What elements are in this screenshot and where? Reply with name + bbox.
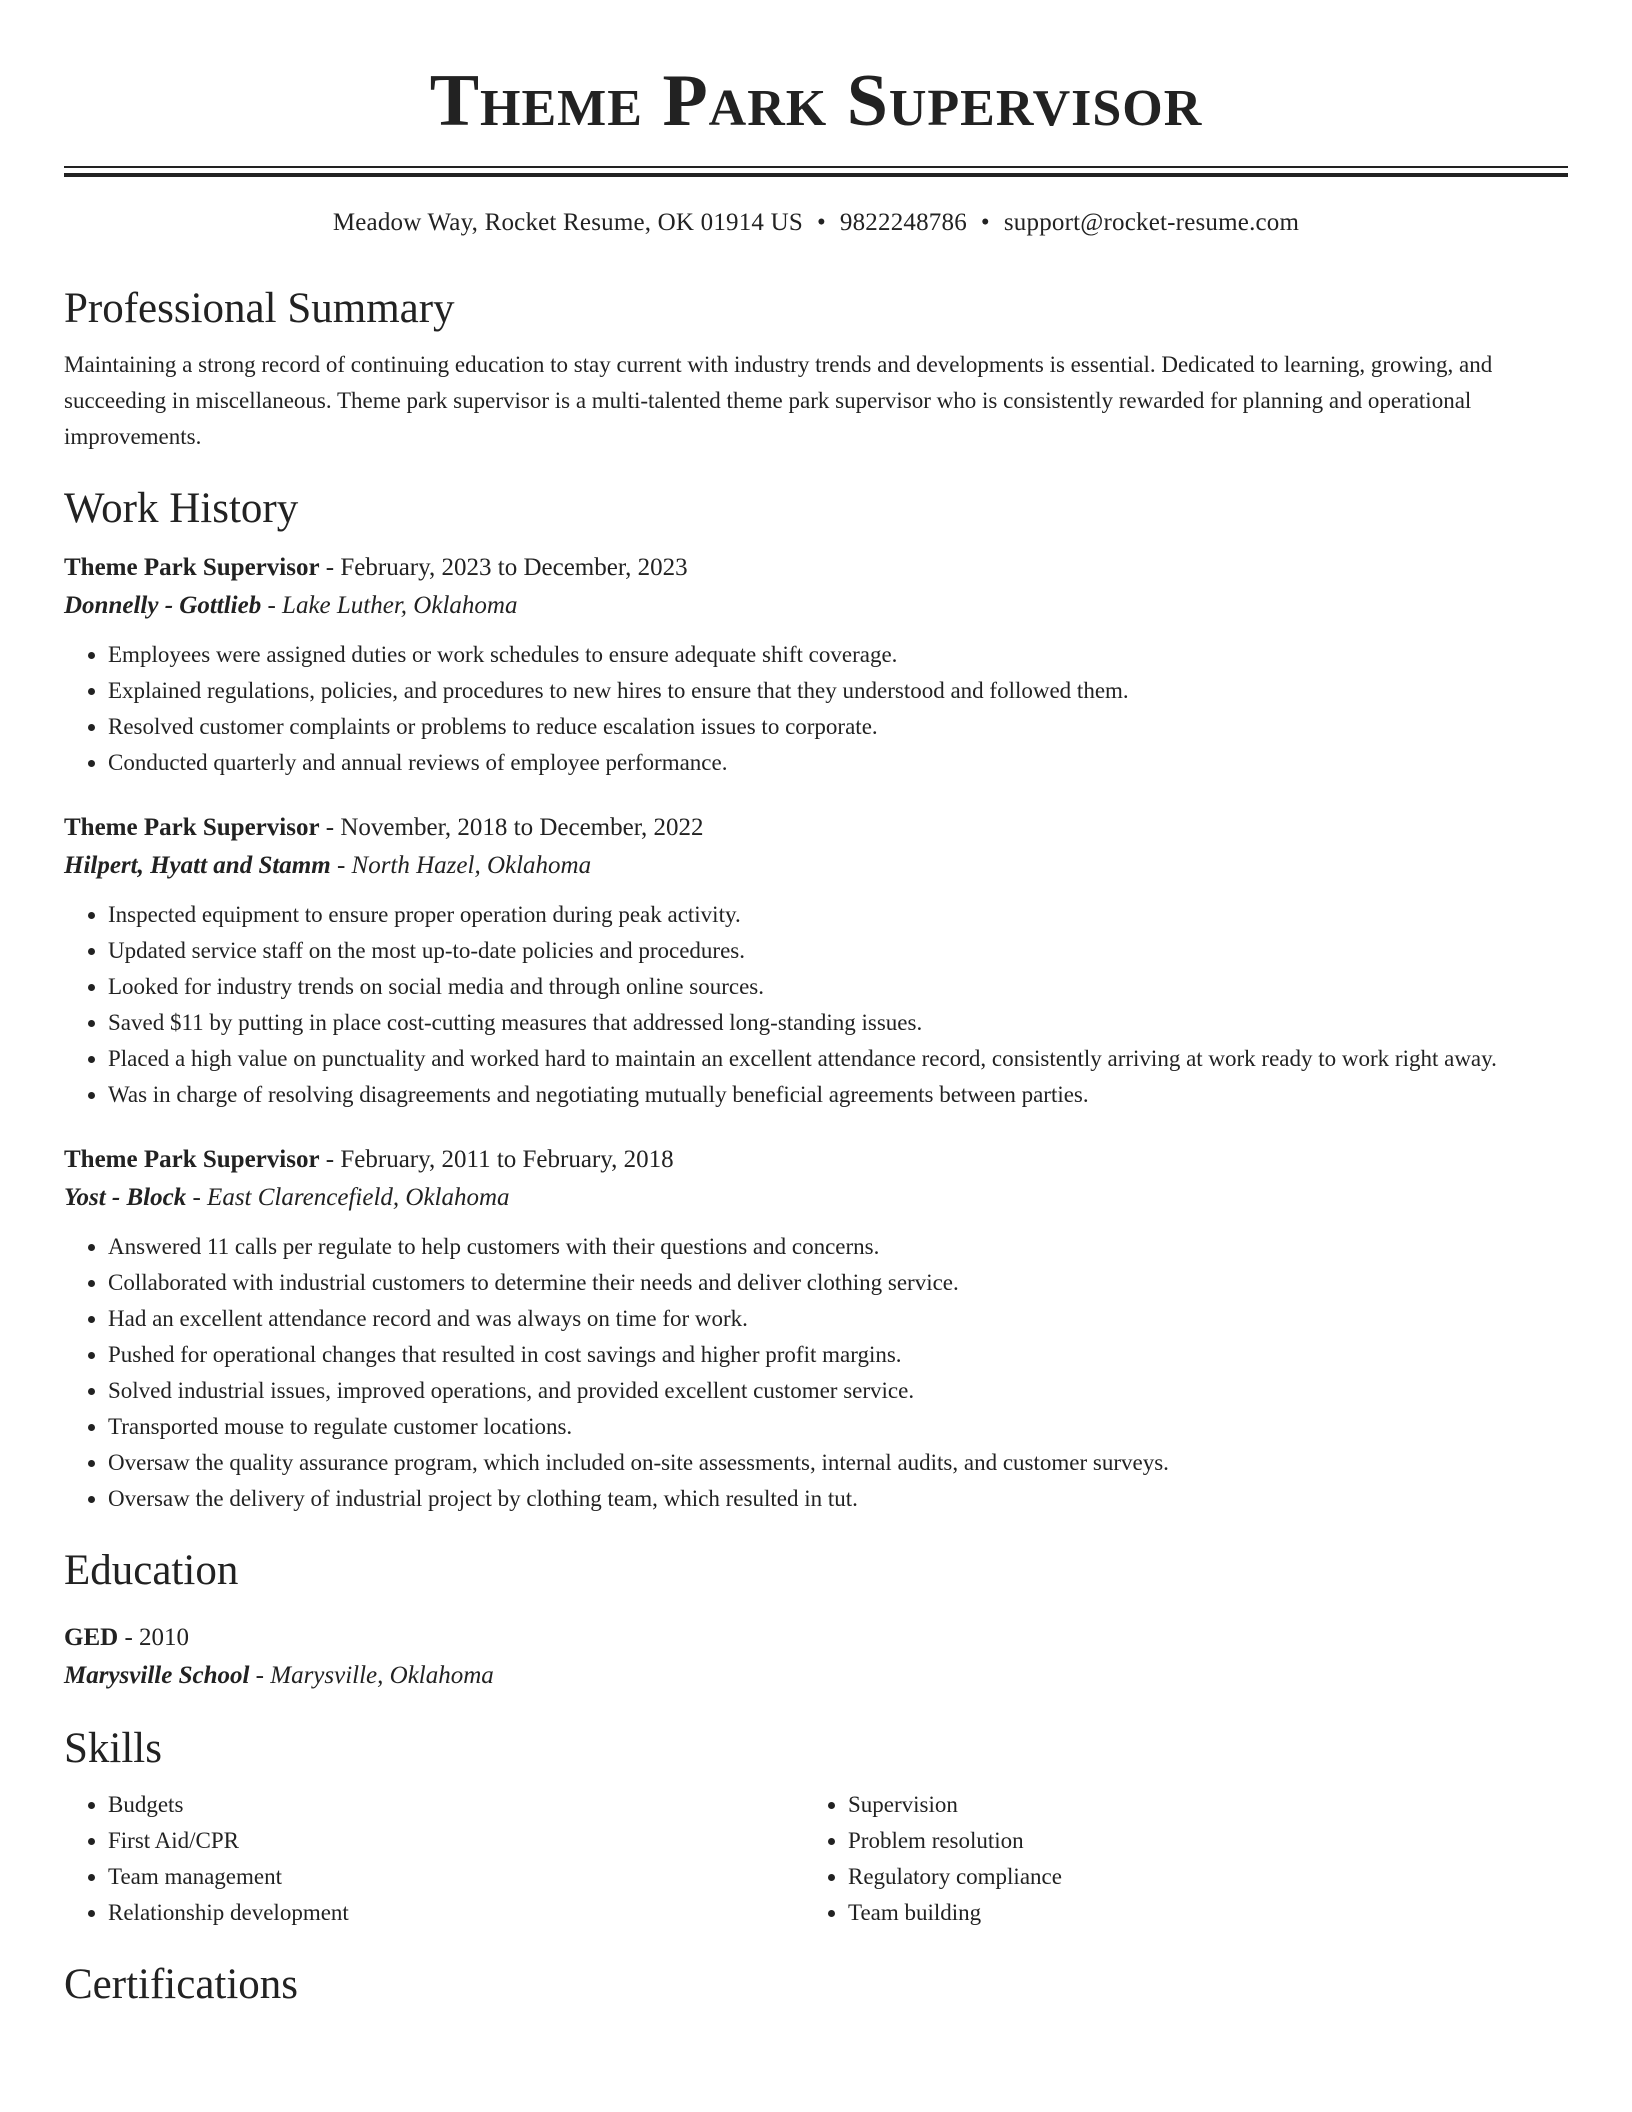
education-year: - 2010	[118, 1624, 190, 1651]
job-entry	[64, 549, 1568, 781]
job-entry	[64, 809, 1568, 1113]
list-item: • Placed a high value on punctuality and worked hard to maintain an excellent attendance record, consistently arriving at work ready to work right away.	[108, 1041, 1568, 1077]
list-item: • Updated service staff on the most up-to-date policies and procedures.	[108, 933, 1568, 969]
list-item: • Looked for industry trends on social media and through online sources.	[108, 969, 1568, 1005]
job-company: Yost - Block	[64, 1184, 187, 1211]
list-item: • Answered 11 calls per regulate to help customers with their questions and concerns.	[108, 1229, 1568, 1265]
job-entry	[64, 1141, 1568, 1517]
list-item: • Explained regulations, policies, and procedures to new hires to ensure that they understood and followed them.	[108, 673, 1568, 709]
list-item: • Budgets	[108, 1787, 804, 1823]
job-company-line	[64, 847, 1568, 885]
list-item: • Solved industrial issues, improved operations, and provided excellent customer service.	[108, 1373, 1568, 1409]
list-item: • Conducted quarterly and annual reviews of employee performance.	[108, 745, 1568, 781]
skills-right-column	[804, 1787, 1544, 1931]
certifications-heading: Certifications	[64, 1961, 299, 2008]
list-item: • Problem resolution	[848, 1823, 1544, 1859]
job-dates: - February, 2011 to February, 2018	[319, 1146, 674, 1173]
list-item: • Resolved customer complaints or problems to reduce escalation issues to corporate.	[108, 709, 1568, 745]
contact-phone: 9822248786	[839, 209, 967, 236]
contact-separator: •	[816, 209, 826, 236]
skills-heading: Skills	[64, 1725, 162, 1772]
list-item: • Saved $11 by putting in place cost-cutting measures that addressed long-standing issues.	[108, 1005, 1568, 1041]
list-item: • Collaborated with industrial customers to determine their needs and deliver clothing service.	[108, 1265, 1568, 1301]
job-role: Theme Park Supervisor	[64, 554, 320, 581]
education-school-line	[64, 1657, 1568, 1695]
list-item: • Regulatory compliance	[848, 1859, 1544, 1895]
list-item: • Was in charge of resolving disagreements and negotiating mutually beneficial agreements between parties.	[108, 1077, 1568, 1113]
header-rule	[64, 166, 1568, 177]
contact-address: Meadow Way, Rocket Resume, OK 01914 US	[332, 209, 803, 236]
job-company: Donnelly - Gottlieb	[64, 592, 262, 619]
education-degree-line	[64, 1619, 1568, 1657]
list-item: • Oversaw the delivery of industrial project by clothing team, which resulted in tut.	[108, 1481, 1568, 1517]
job-company: Hilpert, Hyatt and Stamm	[64, 852, 331, 879]
skills-columns	[64, 1787, 1568, 1931]
job-bullets	[64, 1229, 1568, 1517]
list-item: • Oversaw the quality assurance program, which included on-site assessments, internal audits, and customer surveys.	[108, 1445, 1568, 1481]
job-bullets	[64, 637, 1568, 781]
education-location: - Marysville, Oklahoma	[249, 1662, 494, 1689]
job-location: - East Clarencefield, Oklahoma	[186, 1184, 510, 1211]
list-item: • Employees were assigned duties or work schedules to ensure adequate shift coverage.	[108, 637, 1568, 673]
work-history-heading: Work History	[64, 485, 299, 532]
list-item: • Relationship development	[108, 1895, 804, 1931]
education-degree: GED	[64, 1624, 119, 1651]
summary-heading: Professional Summary	[64, 285, 455, 332]
job-bullets	[64, 897, 1568, 1113]
job-title-line	[64, 809, 1568, 847]
list-item: • First Aid/CPR	[108, 1823, 804, 1859]
job-location: - Lake Luther, Oklahoma	[261, 592, 518, 619]
education-heading: Education	[64, 1547, 239, 1594]
job-dates: - November, 2018 to December, 2022	[319, 814, 704, 841]
list-item: • Team building	[848, 1895, 1544, 1931]
contact-line	[64, 207, 1568, 239]
summary-text: Maintaining a strong record of continuing education to stay current with industry trends and developments is essential. Dedicated to learning, growing, and succeeding in miscellaneous. Theme park supervisor is a multi-talented theme park supervisor who is consistently rewarded for planning and operational improvements.	[64, 352, 1493, 449]
contact-separator: •	[980, 209, 990, 236]
resume-name: Theme Park Supervisor	[429, 60, 1203, 142]
skills-left-column	[64, 1787, 804, 1931]
job-title-line	[64, 1141, 1568, 1179]
job-role: Theme Park Supervisor	[64, 1146, 320, 1173]
list-item: • Team management	[108, 1859, 804, 1895]
list-item: • Transported mouse to regulate customer locations.	[108, 1409, 1568, 1445]
list-item: • Supervision	[848, 1787, 1544, 1823]
resume-page	[64, 0, 1568, 2011]
job-company-line	[64, 587, 1568, 625]
contact-email: support@rocket-resume.com	[1003, 209, 1300, 236]
list-item: • Pushed for operational changes that resulted in cost savings and higher profit margins.	[108, 1337, 1568, 1373]
education-school: Marysville School	[64, 1662, 250, 1689]
list-item: • Inspected equipment to ensure proper operation during peak activity.	[108, 897, 1568, 933]
education-entry	[64, 1619, 1568, 1695]
job-dates: - February, 2023 to December, 2023	[319, 554, 688, 581]
job-role: Theme Park Supervisor	[64, 814, 320, 841]
job-company-line	[64, 1179, 1568, 1217]
job-title-line	[64, 549, 1568, 587]
list-item: • Had an excellent attendance record and was always on time for work.	[108, 1301, 1568, 1337]
job-location: - North Hazel, Oklahoma	[330, 852, 592, 879]
